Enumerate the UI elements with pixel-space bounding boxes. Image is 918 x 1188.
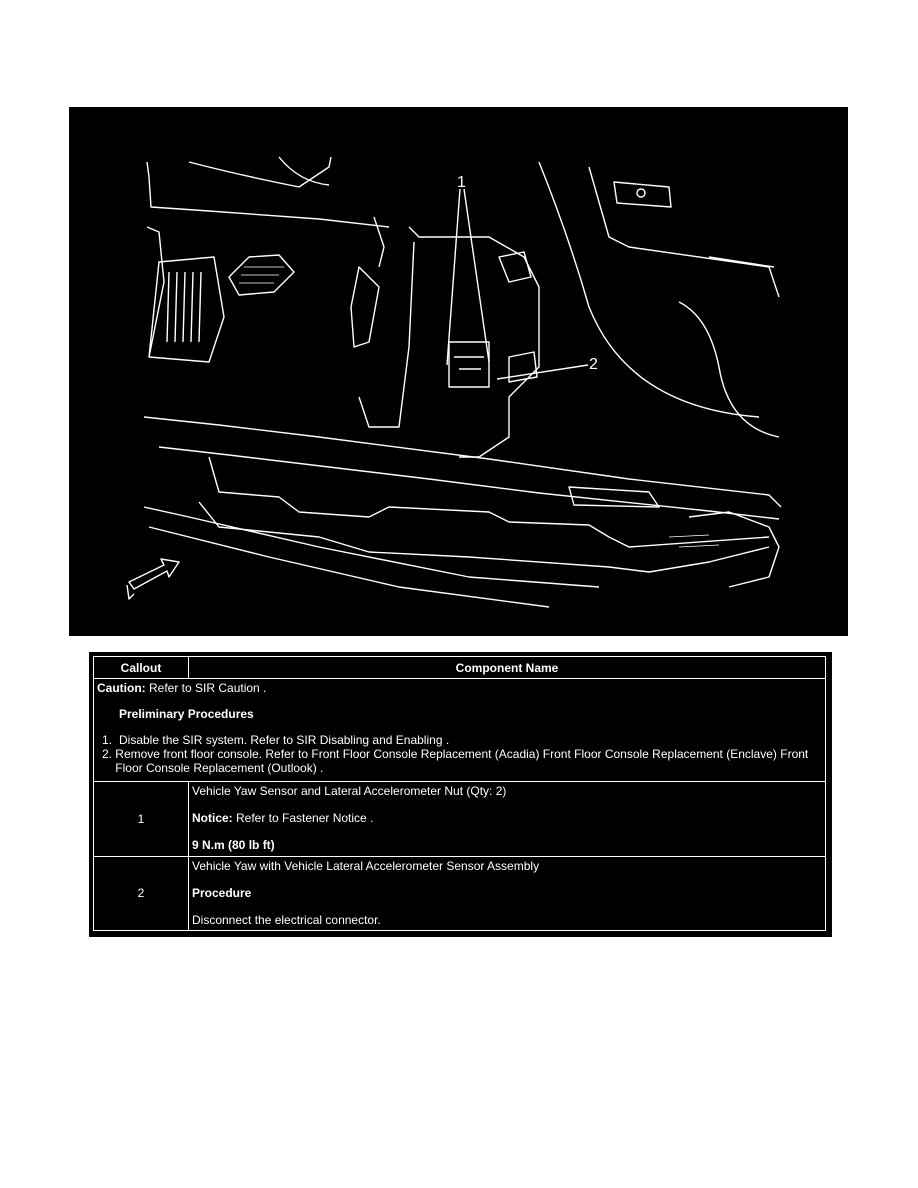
header-component-name: Component Name (189, 657, 826, 679)
component-name: Vehicle Yaw with Vehicle Lateral Accelerometer Sensor Assembly (192, 858, 540, 873)
callout-2-leader (497, 365, 588, 379)
notice-text: Refer to Fastener Notice . (232, 811, 374, 826)
left-floor-mat (149, 257, 224, 362)
caution-cell (94, 679, 826, 782)
notice-line (192, 811, 822, 825)
component-illustration (69, 107, 848, 636)
table-row (94, 782, 826, 856)
torque-spec (192, 838, 822, 852)
step-number: 2. (102, 747, 113, 762)
right-panel-line (539, 162, 759, 417)
component-cell (189, 782, 826, 856)
callout-1-leader-b (464, 189, 489, 362)
table-row (94, 856, 826, 930)
component-cell (189, 856, 826, 930)
caution-line (97, 681, 822, 695)
callout-cell: 1 (94, 782, 189, 856)
accel-pedal (351, 267, 379, 347)
firewall-line (147, 162, 389, 227)
caution-label: Caution: (97, 681, 146, 696)
component-table (93, 656, 826, 931)
torque-value: 9 N.m (80 lb ft) (192, 838, 275, 853)
procedure-text: Disconnect the electrical connector. (192, 912, 381, 927)
component-name: Vehicle Yaw Sensor and Lateral Accelerometer Nut (Qty: 2) (192, 784, 507, 799)
front-arrow-icon (129, 559, 179, 589)
floor-mat-channel (209, 457, 769, 547)
preliminary-steps (97, 733, 822, 775)
vent-rect (614, 182, 671, 207)
illustration-svg (69, 107, 848, 636)
procedure-heading (192, 886, 822, 900)
callout-label-2: 2 (589, 356, 598, 373)
list-item (97, 747, 822, 775)
procedure-label: Procedure (192, 885, 252, 900)
notice-label: Notice: (192, 811, 233, 826)
step-number: 1. (102, 733, 113, 748)
component-table-frame (89, 652, 832, 937)
callout-1-leader-a (447, 189, 460, 365)
dash-edge (189, 157, 331, 187)
caution-row (94, 679, 826, 782)
step-text: Disable the SIR system. Refer to SIR Disabling and Enabling . (119, 733, 450, 748)
table-header-row (94, 657, 826, 679)
callout-cell: 2 (94, 856, 189, 930)
list-item (97, 733, 822, 747)
sensor-module (449, 342, 489, 387)
callout-label-1: 1 (457, 174, 466, 191)
preliminary-heading: Preliminary Procedures (119, 707, 254, 722)
step-text: Remove front floor console. Refer to Front Floor Console Replacement (Acadia) Front Floor Console Replacement (Enclave) Front Floor Console Replacement (Outlook) . (115, 747, 809, 776)
caution-text: Refer to SIR Caution . (145, 681, 267, 696)
header-callout: Callout (94, 657, 189, 679)
